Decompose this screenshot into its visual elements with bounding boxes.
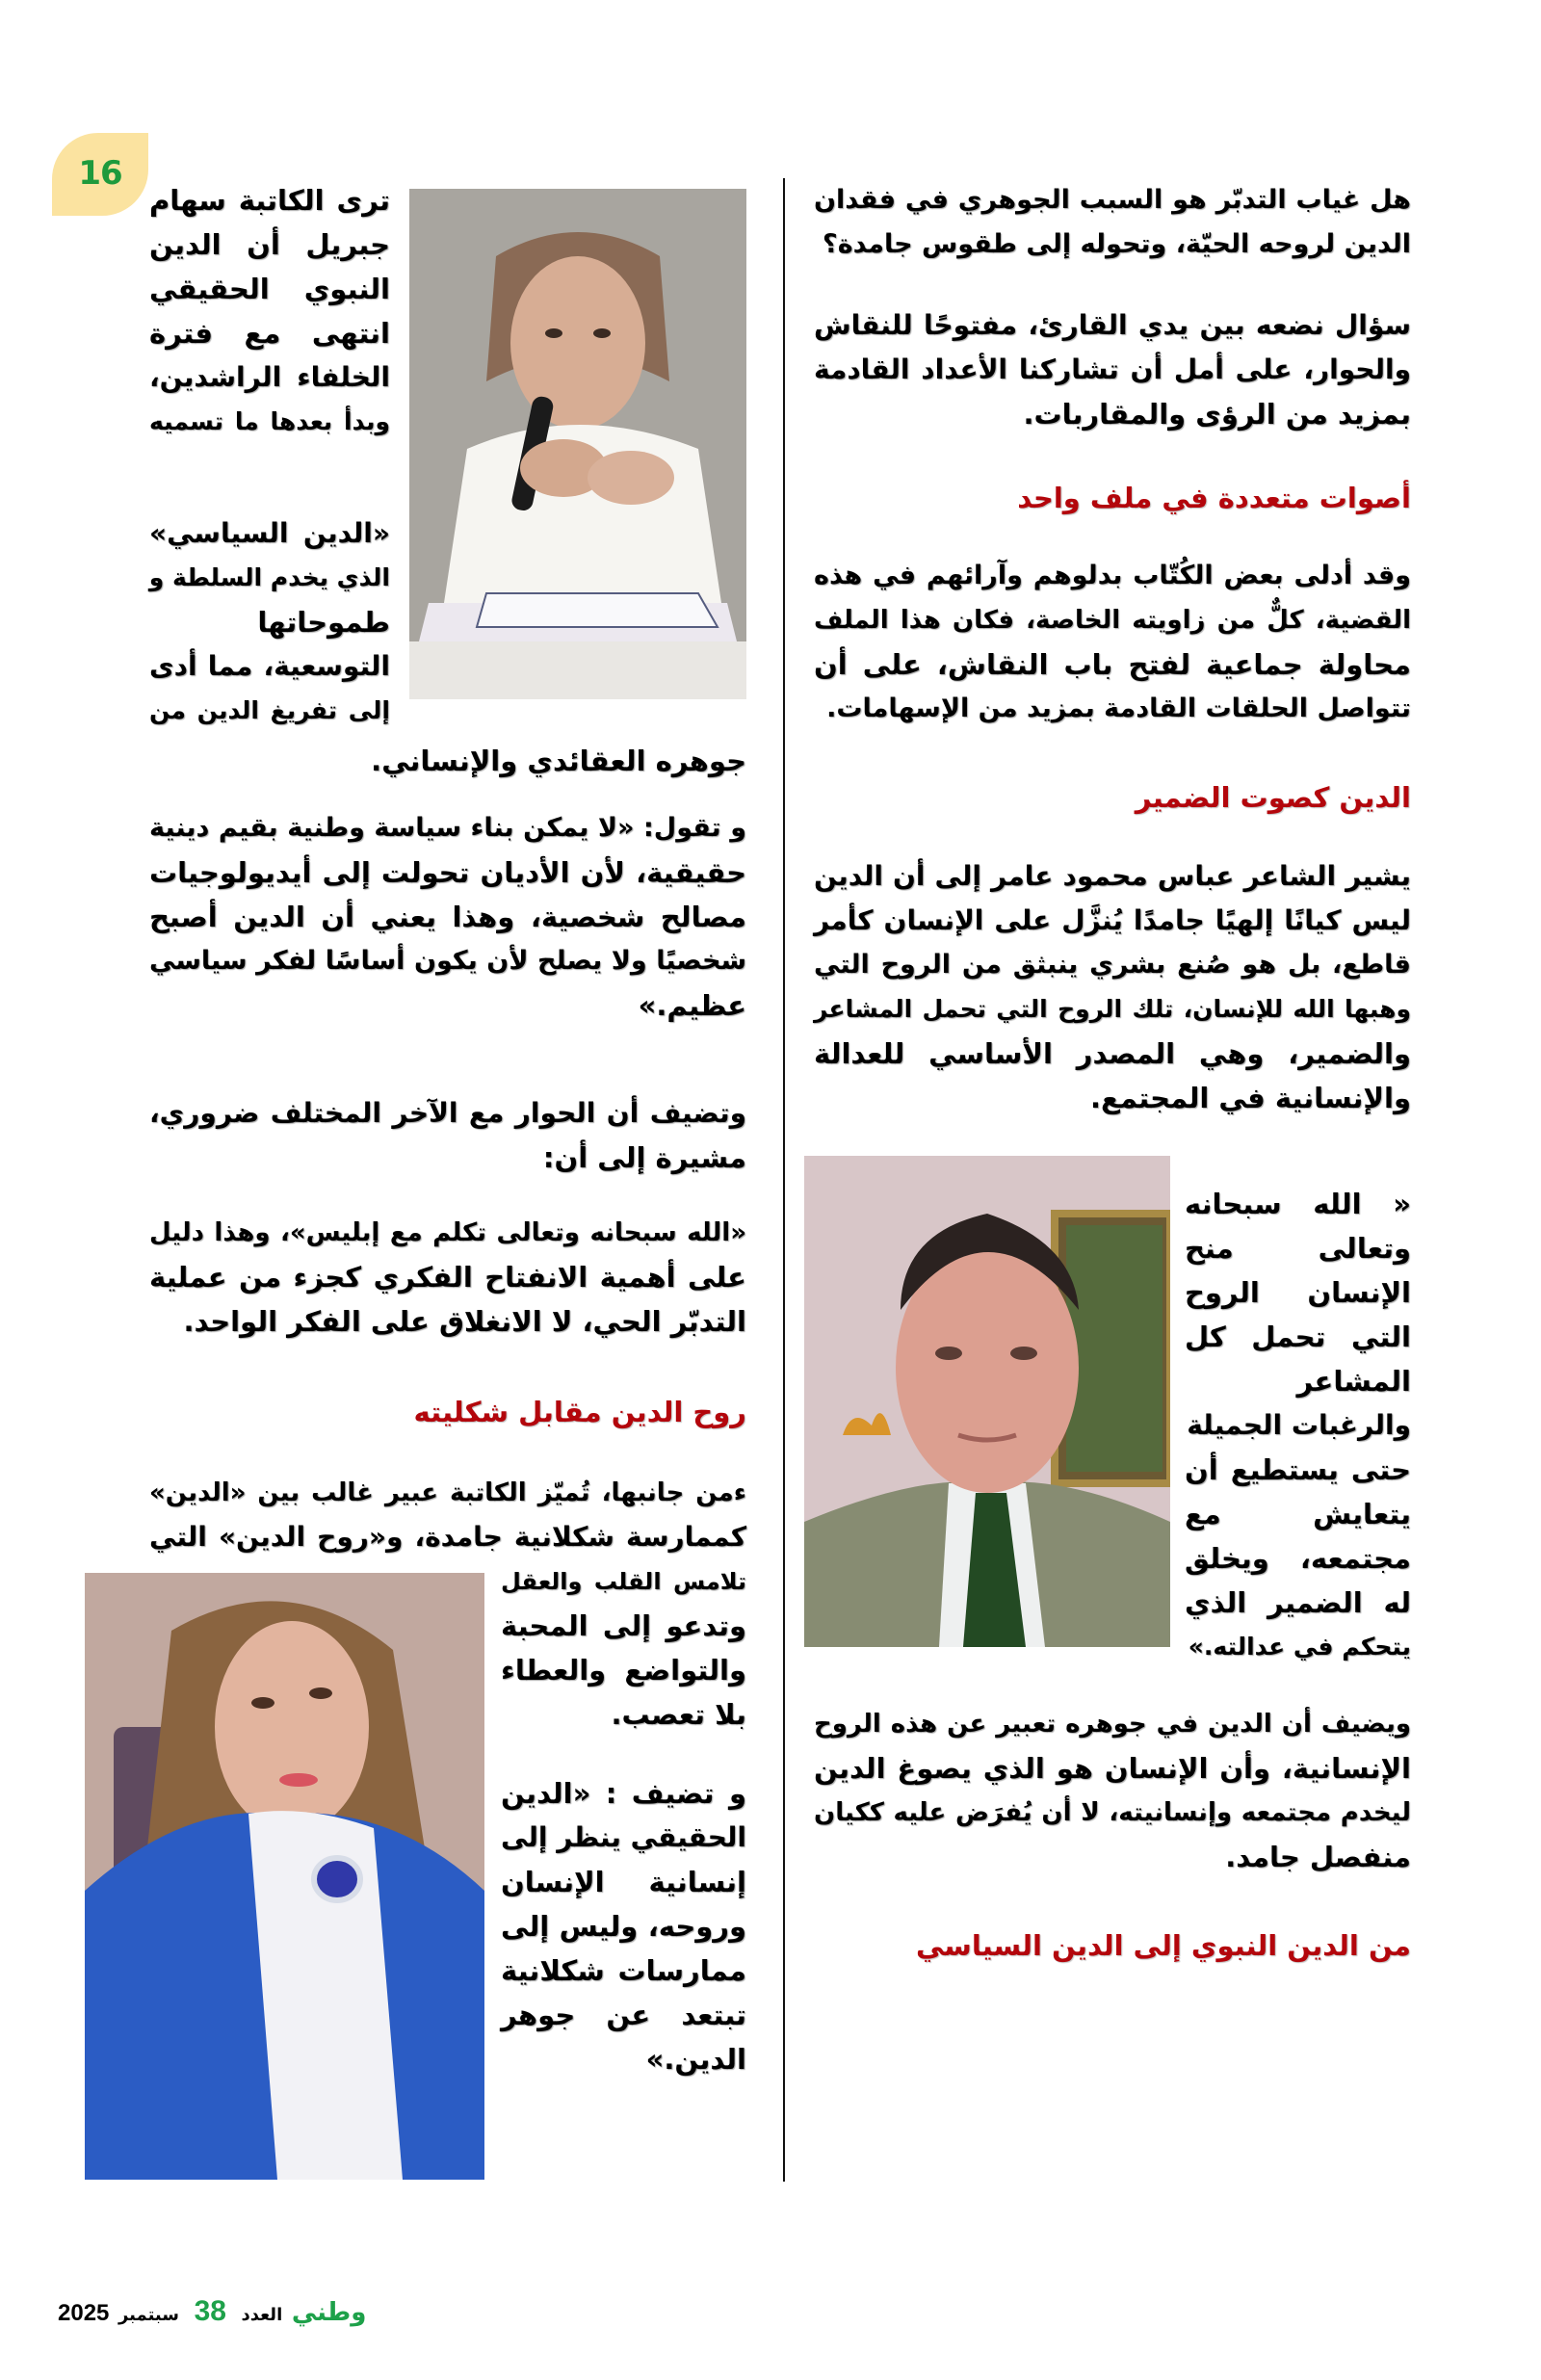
text-line: حقيقية، لأن الأديان تحولت إلى أيديولوجيات bbox=[149, 856, 746, 889]
text-line: المشاعر bbox=[1296, 1365, 1411, 1398]
text-line: كممارسة شكلانية جامدة، و«روح الدين» التي bbox=[149, 1521, 746, 1553]
text-line: بمزيد من الرؤى والمقاربات. bbox=[1023, 398, 1411, 431]
text-line: الإنسان الروح bbox=[1185, 1276, 1411, 1309]
portrait-man-suit-image bbox=[804, 1156, 1170, 1647]
text-line: بلا تعصب. bbox=[611, 1698, 746, 1731]
text-line: منفصل جامد. bbox=[1225, 1841, 1411, 1873]
text-line: شخصيًا ولا يصلح لأن يكون أساسًا لفكر سياسي bbox=[149, 946, 746, 976]
text-line: انتهى مع فترة bbox=[149, 317, 390, 350]
text-line: ويضيف أن الدين في جوهره تعبير عن هذه الروح bbox=[814, 1710, 1411, 1739]
text-line: ليخدم مجتمعه وإنسانيته، لا أن يُفرَض عليه ككيان bbox=[814, 1798, 1411, 1827]
text-line: و تقول: «لا يمكن بناء سياسة وطنية بقيم دينية bbox=[149, 813, 746, 843]
text-line: ممارسات شكلانية bbox=[501, 1954, 746, 1987]
text-line: عظيم.» bbox=[638, 989, 746, 1022]
text-line: القضية، كلٌّ من زاويته الخاصة، فكان هذا الملف bbox=[814, 606, 1411, 635]
text-line: مصالح شخصية، وهذا يعني أن الدين أصبح bbox=[149, 901, 746, 933]
issue-month: سبتمبر bbox=[118, 2305, 179, 2325]
text-line: تتواصل الحلقات القادمة بمزيد من الإسهامات. bbox=[826, 693, 1411, 723]
text-line: والحوار، على أمل أن تشاركنا الأعداد القادمة bbox=[814, 353, 1411, 385]
text-line: إنسانية الإنسان bbox=[501, 1866, 746, 1898]
text-line: جوهره العقائدي والإنساني. bbox=[371, 745, 746, 777]
section-heading: الدين كصوت الضمير bbox=[1135, 781, 1411, 814]
text-line: يشير الشاعر عباس محمود عامر إلى أن الدين bbox=[814, 860, 1411, 892]
text-line: يتعايش مع bbox=[1185, 1498, 1411, 1530]
text-line: تلامس القلب والعقل bbox=[501, 1568, 746, 1595]
text-line: جبريل أن الدين bbox=[149, 228, 390, 261]
text-line: الدين لروحه الحيّة، وتحوله إلى طقوس جامدة؟ bbox=[823, 229, 1411, 259]
photo-abbas-mahmoud-amer bbox=[804, 1156, 1170, 1647]
section-heading: روح الدين مقابل شكليته bbox=[413, 1396, 746, 1428]
column-divider bbox=[783, 178, 785, 2182]
photo-abeer-ghaleb bbox=[85, 1573, 484, 2180]
text-line: وتعالى منح bbox=[1185, 1232, 1411, 1265]
text-line: وتدعو إلى المحبة bbox=[501, 1609, 746, 1642]
text-line: وروحه، وليس إلى bbox=[501, 1910, 746, 1943]
issue-number: 38 bbox=[194, 2295, 226, 2327]
text-line: النبوي الحقيقي bbox=[149, 273, 390, 305]
text-line: الحقيقي ينظر إلى bbox=[501, 1821, 746, 1853]
text-line: وقد أدلى بعض الكُتّاب بدلوهم وآرائهم في هذه bbox=[814, 561, 1411, 590]
issue-year: 2025 bbox=[58, 2300, 110, 2326]
text-line: «الدين السياسي» bbox=[149, 517, 390, 549]
text-line: التدبّر الحي، لا الانغلاق على الفكر الواحد. bbox=[183, 1305, 746, 1338]
text-line: قاطع، بل هو صُنع بشري ينبثق من الروح التي bbox=[814, 950, 1411, 980]
text-line: الدين.» bbox=[645, 2043, 746, 2076]
text-line: وتضيف أن الحوار مع الآخر المختلف ضروري، bbox=[149, 1097, 746, 1129]
section-heading: أصوات متعددة في ملف واحد bbox=[1017, 482, 1411, 514]
text-line: حتى يستطيع أن bbox=[1185, 1453, 1411, 1486]
text-line: التوسعية، مما أدى bbox=[149, 650, 390, 682]
text-line: تبتعد عن جوهر bbox=[501, 1999, 746, 2031]
text-line: وهبها الله للإنسان، تلك الروح التي تحمل المشاعر bbox=[814, 995, 1411, 1023]
text-line: طموحاتها bbox=[257, 606, 390, 639]
text-line: « الله سبحانه bbox=[1185, 1188, 1411, 1220]
text-line: الخلفاء الراشدين، bbox=[149, 361, 390, 393]
text-line: مجتمعه، ويخلق bbox=[1185, 1542, 1411, 1575]
text-line: سؤال نضعه بين يدي القارئ، مفتوحًا للنقاش bbox=[814, 309, 1411, 341]
text-line: والإنسانية في المجتمع. bbox=[1090, 1082, 1411, 1114]
portrait-woman-microphone-image bbox=[409, 189, 746, 699]
text-line: و تضيف : «الدين bbox=[501, 1777, 746, 1810]
text-line: هل غياب التدبّر هو السبب الجوهري في فقدان bbox=[814, 185, 1411, 215]
text-line: التي تحمل كل bbox=[1185, 1321, 1411, 1353]
section-heading: من الدين النبوي إلى الدين السياسي bbox=[915, 1929, 1411, 1962]
photo-siham-jebril bbox=[409, 189, 746, 699]
portrait-woman-blue-jacket-image bbox=[85, 1573, 484, 2180]
text-line: الإنسانية، وأن الإنسان هو الذي يصوغ الدين bbox=[814, 1752, 1411, 1785]
text-line: والتواضع والعطاء bbox=[501, 1654, 746, 1687]
text-line: والرغبات الجميلة bbox=[1187, 1409, 1411, 1441]
text-line: الذي يخدم السلطة و bbox=[148, 563, 390, 591]
text-line: ترى الكاتبة سهام bbox=[149, 184, 390, 217]
text-line: محاولة جماعية لفتح باب النقاش، على أن bbox=[814, 648, 1411, 681]
text-line: يتحكم في عدالته.» bbox=[1188, 1633, 1411, 1661]
issue-label: العدد bbox=[241, 2305, 283, 2325]
page-number: 16 bbox=[78, 154, 122, 193]
text-line: مشيرة إلى أن: bbox=[542, 1141, 746, 1174]
text-line: إلى تفريغ الدين من bbox=[149, 696, 390, 724]
footer bbox=[58, 2295, 366, 2328]
magazine-name: وطني bbox=[291, 2298, 367, 2327]
text-line: وبدأ بعدها ما تسميه bbox=[149, 407, 390, 435]
text-line: ءمن جانبها، تُميّز الكاتبة عبير غالب بين «الدين» bbox=[149, 1478, 746, 1507]
text-line: ليس كيانًا إلهيًا جامدًا يُنزَّل على الإنسان كأمر bbox=[814, 904, 1411, 936]
text-line: على أهمية الانفتاح الفكري كجزء من عملية bbox=[149, 1261, 746, 1294]
text-line: «الله سبحانه وتعالى تكلم مع إبليس»، وهذا دليل bbox=[149, 1218, 746, 1247]
text-line: له الضمير الذي bbox=[1185, 1586, 1411, 1619]
page-number-badge bbox=[52, 133, 148, 216]
text-line: والضمير، وهي المصدر الأساسي للعدالة bbox=[814, 1037, 1411, 1070]
